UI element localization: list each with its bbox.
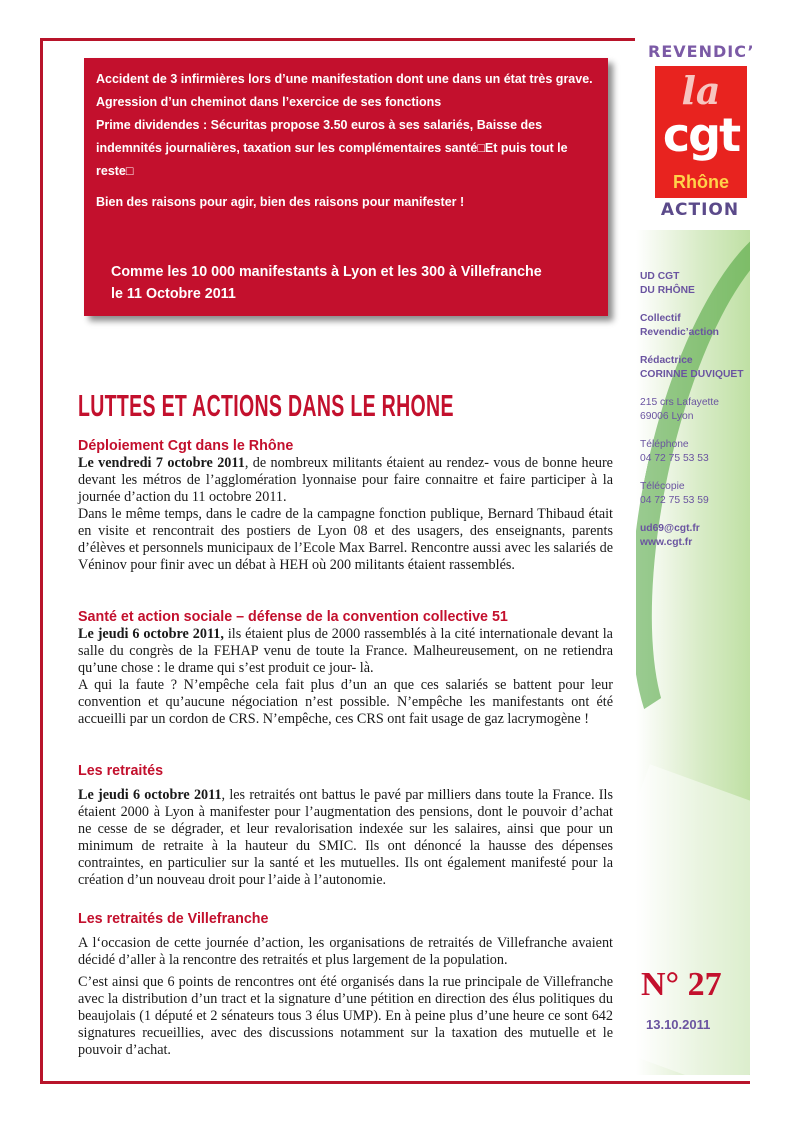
banner-line-2: Agression d’un cheminot dans l’exercice de ses fonctions [96,95,442,109]
article-villefranche [78,911,613,1059]
collectif-line-2: Revendic’action [640,327,719,338]
article-lead: Le jeudi 6 octobre 2011 [78,787,222,803]
banner-line-1: Accident de 3 infirmières lors d’une manifestation dont une dans un état très grave. [96,72,593,86]
article-heading: Santé et action sociale – défense de la convention collective 51 [78,609,508,625]
org-line-1: UD CGT [640,271,680,282]
fax-number: 04 72 75 53 59 [640,495,709,506]
logo-rhone-text: Rhône [673,172,729,192]
article-lead-rest: , de nombreux militants étaient au rendez- vous de bonne heure devant les métros de l’agglomération lyonnaise pour faire connaitre et faire participer à la journée d’action du 11 octobre 2011. [78,455,613,505]
fax-label: Télécopie [640,481,685,492]
article-paragraph: A l‘occasion de cette journée d’action, les organisations de retraités de Villefranche avaient décidé d’aller à la rencontre des retraités et plus largement de la population. [78,935,613,968]
article-body: Dans le même temps, dans le cadre de la campagne fonction publique, Bernard Thibaud était en visite et rencontrait des postiers de Lyon 08 et des usagers, des enseignants, parents d’élèves et personnels municipaux de l’Ecole Max Barrel. Rencontre aussi avec les salariés de Véninov pour finir avec un débat à HEH où 200 militants étaient rassemblés. [78,506,613,573]
article-lead-rest: , les retraités ont battus le pavé par milliers dans toute la France. Ils étaient 2000 à Lyon à manifester pour l’augmentation des pensions, dont le pouvoir d’achat ne cesse de se dégrader, et leur revalorisation indexée sur les salaires, ainsi que pour un minimum de retraite à la hauteur du SMIC. Ils ont dénoncé la hausse des dépenses contraintes, en particulier sur la santé et les mutuelles. Ils ont également manifesté pour la création d’un nouveau droit pour l’aide à l’autonomie. [78,787,613,888]
article-lead: Le vendredi 7 octobre 2011 [78,455,245,471]
issue-number: N° 27 [641,966,722,1003]
article-sante [78,609,613,728]
article-paragraph-2: C’est ainsi que 6 points de rencontres ont été organisés dans la rue principale de Villefranche avec la distribution d’un tract et la signature d’une pétition en direction des élus politiques du beaujolais (1 député et 2 sénateurs tous 3 élus UMP). En à peine plus d’une heure ce sont 642 signatures recueillies, avec des discussions notamment sur la taxation des mutuelle et le pouvoir d’achat. [78,974,613,1058]
article-paragraph [78,455,613,506]
logo-red-block [655,66,747,198]
cgt-logo [640,40,755,226]
article-heading: Déploiement Cgt dans le Rhône [78,438,294,454]
article-deploiement [78,438,613,574]
banner-text-block [96,68,596,214]
article-paragraph [78,787,613,889]
address-line-1: 215 crs Lafayette [640,397,719,408]
banner-footer [111,261,591,305]
page-title: LUTTES ET ACTIONS DANS LE RHONE [78,388,454,423]
issue-date: 13.10.2011 [646,1017,711,1032]
frame-top-rule [40,38,635,41]
website-link[interactable]: www.cgt.fr [640,537,693,548]
article-heading: Les retraités de Villefranche [78,911,269,927]
phone-label: Téléphone [640,439,689,450]
logo-la-text: la [681,68,721,113]
article-paragraph [78,626,613,677]
banner-footer-line-2: le 11 Octobre 2011 [111,286,236,302]
banner-line-3: Prime dividendes : Sécuritas propose 3.50 euros à ses salariés, Baisse des indemnités journalières, taxation sur les complémentaires santé□Et puis tout le reste□ [96,118,568,178]
logo-action-text: ACTION [660,200,740,220]
article-body: A qui la faute ? N’empêche cela fait plus d’un an que ces salariés se battent pour leur convention et qu’aucune négociation n’est possible. N’empêche les manifestants ont été accueilli par un cordon de CRS. N’empêche, ces CRS ont fait usage de gaz lacrymogène ! [78,677,613,727]
email-link[interactable]: ud69@cgt.fr [640,523,700,534]
logo-revendic-text: REVENDIC’ [648,42,755,61]
contact-sidebar [640,270,750,564]
redactrice-label: Rédactrice [640,355,693,366]
redactrice-name: CORINNE DUVIQUET [640,369,744,380]
collectif-line-1: Collectif [640,313,681,324]
logo-cgt-text: cgt [662,108,740,162]
article-retraites [78,763,613,889]
banner-reasons: Bien des raisons pour agir, bien des raisons pour manifester ! [96,195,465,209]
banner-footer-line-1: Comme les 10 000 manifestants à Lyon et les 300 à Villefranche [111,264,542,280]
phone-number: 04 72 75 53 53 [640,453,709,464]
address-line-2: 69006 Lyon [640,411,694,422]
frame-left-rule [40,38,43,1084]
org-line-2: DU RHÔNE [640,285,695,296]
frame-bottom-rule [40,1081,750,1084]
article-lead: Le jeudi 6 octobre 2011, [78,626,224,642]
article-heading: Les retraités [78,763,164,779]
headline-banner [84,58,608,316]
article-lead-rest: ils étaient plus de 2000 rassemblés à la cité internationale devant la salle du congrès de la FEHAP venu de toute la France. Malheureusement, on ne retiendra qu’une chose : le drame qui s’est produit ce jour- là. [78,626,613,676]
